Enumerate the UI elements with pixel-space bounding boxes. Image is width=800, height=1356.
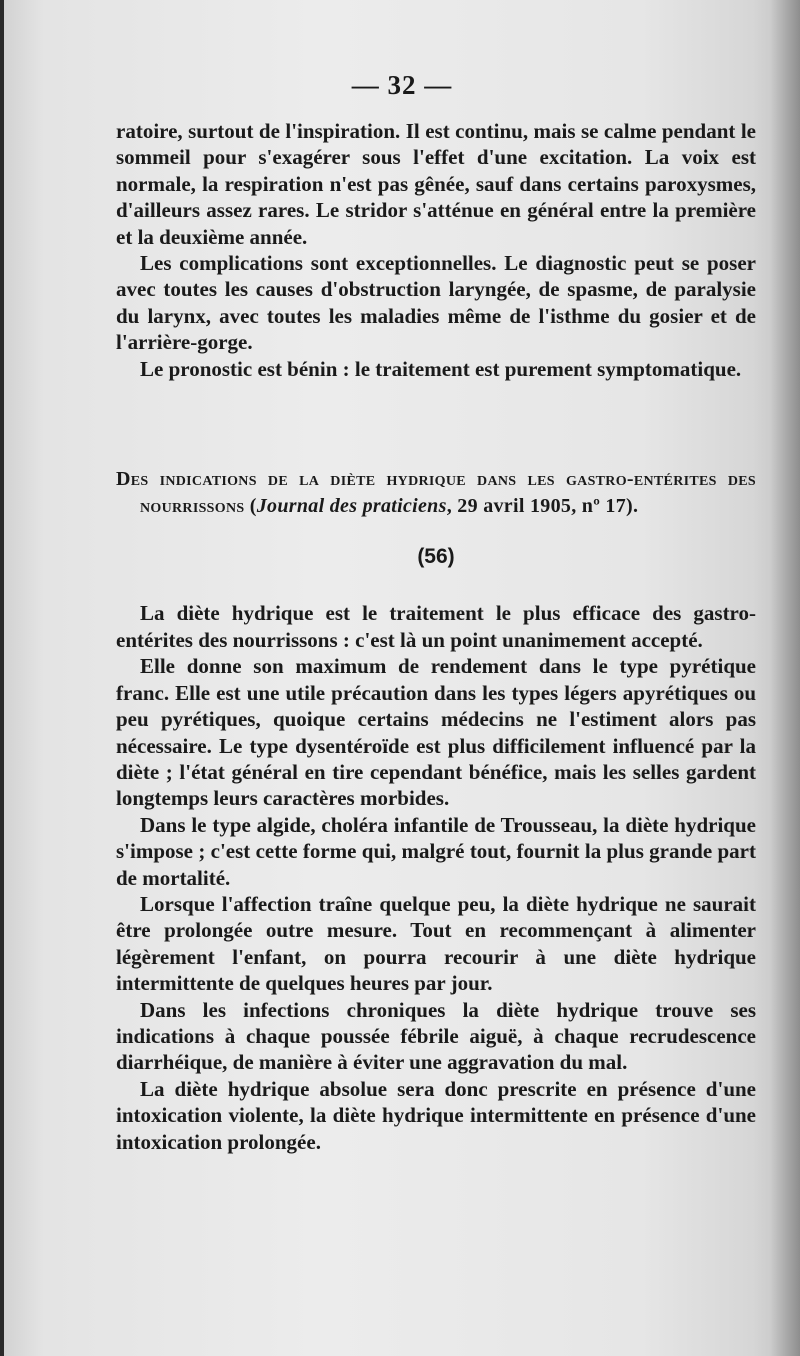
paragraph-prolonged: Lorsque l'affection traîne quelque peu, la diète hydrique ne saurait être prolongée outre mesure. Tout en recommençant à alimenter légèrement l'enfant, on pourra recourir à une diète hydrique intermittente de quelques heures par jour. (116, 891, 756, 996)
section-heading (116, 466, 756, 520)
journal-citation: , 29 avril 1905, nº 17). (446, 495, 639, 518)
paragraph-stridor-continuation: ratoire, surtout de l'inspiration. Il est continu, mais se calme pendant le sommeil pour s'exagérer sous l'effet d'une excitation. La voix est normale, la respiration n'est pas gênée, sauf dans certains paroxysmes, d'ailleurs assez rares. Le stridor s'atténue en général entre la première et la deuxième année. (116, 119, 756, 249)
paragraph-algid-type: Dans le type algide, choléra infantile de Trousseau, la diète hydrique s'impose ; c'est cette forme qui, malgré tout, fournit la plus grande part de mortalité. (116, 812, 756, 890)
book-page (4, 0, 800, 1356)
page-number: — 32 — (351, 70, 453, 100)
paragraph-types: Elle donne son maximum de rendement dans le type pyrétique franc. Elle est une utile précaution dans les types légers apyrétiques ou peu pyrétiques, quoique certains médecins ne l'estiment alors pas nécessaire. Le type dysentéroïde est plus difficilement influencé par la diète ; l'état général en tire cependant bénéfice, mais les selles gardent longtemps leurs caractères morbides. (116, 654, 756, 811)
journal-title: Journal des praticiens (256, 495, 447, 518)
paragraph-prognosis: Le pronostic est bénin : le traitement est purement symptomatique. (140, 356, 742, 381)
paragraph-conclusion: La diète hydrique absolue sera donc prescrite en présence d'une intoxication violente, la diète hydrique intermittente en présence d'une intoxication prolongée. (116, 1076, 756, 1154)
paragraph-chronic: Dans les infections chroniques la diète hydrique trouve ses indications à chaque poussée fébrile aiguë, à chaque recrudescence diarrhéique, de manière à éviter une aggravation du mal. (116, 997, 756, 1075)
paragraph-efficacy: La diète hydrique est le traitement le plus efficace des gastro-entérites des nourrissons : c'est là un point unanimement accepté. (116, 601, 756, 652)
section-title: Des indications de la diète hydrique dans les gastro-entérites des nourrissons (116, 468, 756, 518)
page-content (116, 118, 756, 1155)
section-title-open-paren: ( (249, 495, 257, 518)
paragraph-complications: Les complications sont exceptionnelles. Le diagnostic peut se poser avec toutes les causes d'obstruction laryngée, de spasme, de paralysie du larynx, avec toutes les maladies même de l'isthme du gosier et de l'arrière-gorge. (116, 251, 756, 355)
reference-number: (56) (417, 545, 455, 569)
